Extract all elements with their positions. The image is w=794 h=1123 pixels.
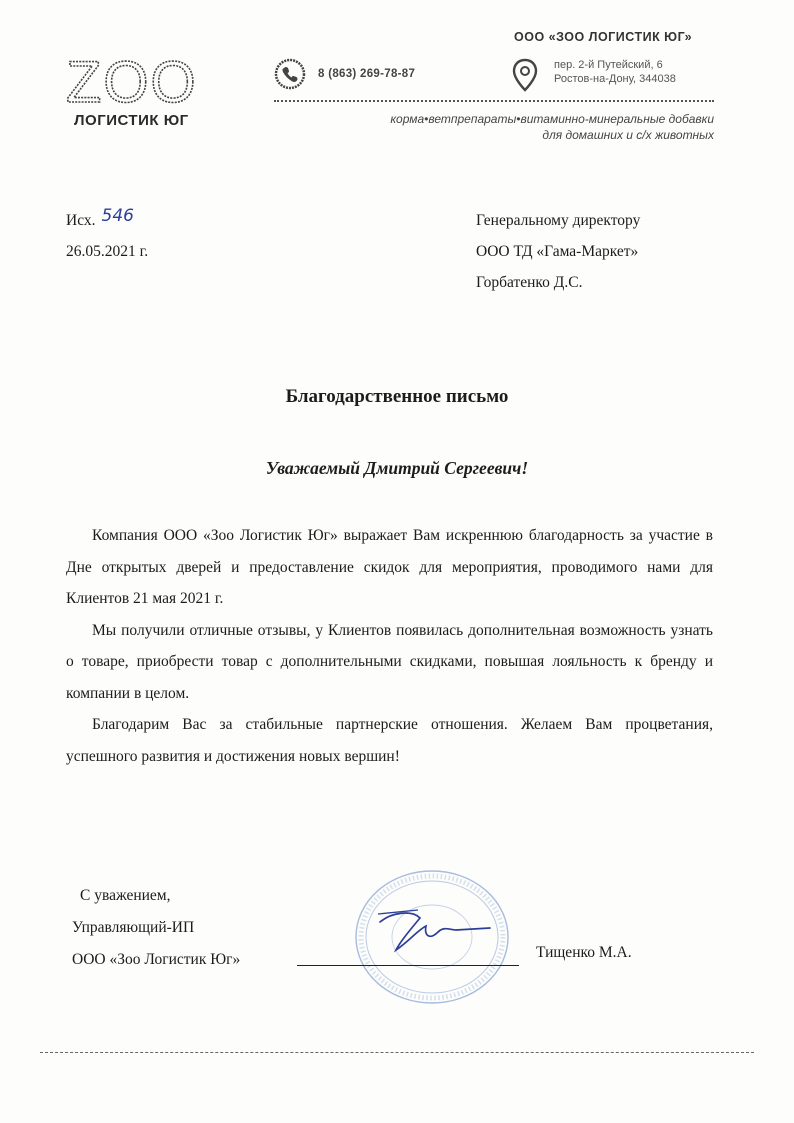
phone-icon: [274, 58, 306, 90]
outgoing-reference: [66, 205, 148, 267]
tagline-products: корма•ветпрепараты•витаминно-минеральные добавки: [390, 112, 714, 126]
addressee-name: Горбатенко Д.С.: [476, 274, 583, 291]
signature-line: [297, 965, 519, 966]
addressee-company: ООО ТД «Гама-Маркет»: [476, 243, 639, 260]
company-logo: [66, 56, 216, 129]
addressee-block: [476, 205, 640, 298]
tagline-animals: для домашних и с/х животных: [542, 128, 714, 142]
header-tagline: [274, 111, 714, 143]
closing-phrase: С уважением,: [80, 887, 171, 904]
header-company-name: ООО «ЗОО ЛОГИСТИК ЮГ»: [514, 30, 693, 44]
salutation: Уважаемый Дмитрий Сергеевич!: [265, 458, 529, 478]
signer-name: Тищенко М.А.: [536, 944, 632, 961]
body-paragraph-2: Мы получили отличные отзывы, у Клиентов появилась дополнительная возможность узнать о товаре, приобрести товар с дополнительными скидками, повышая лояльность к бренду и компании в целом.: [66, 621, 713, 702]
reference-number-handwritten: 546: [101, 206, 134, 226]
footer-divider: [40, 1052, 754, 1053]
signature-block: [72, 880, 240, 976]
address-city: Ростов-на-Дону, 344038: [554, 73, 676, 85]
signer-company: ООО «Зоо Логистик Юг»: [72, 951, 241, 968]
body-paragraph-1: Компания ООО «Зоо Логистик Юг» выражает Вам искреннюю благодарность за участие в Дне открытых дверей и предоставление скидок для мероприятия, проводимого нами для Клиентов 21 мая 2021 г.: [66, 527, 713, 607]
phone-number: 8 (863) 269-78-87: [318, 68, 416, 80]
reference-date: 26.05.2021 г.: [66, 243, 149, 260]
addressee-position: Генеральному директору: [476, 212, 641, 229]
signer-position: Управляющий-ИП: [72, 919, 195, 936]
zoo-logo-mark: [66, 56, 216, 108]
location-pin-icon: [512, 58, 538, 92]
letter-title: Благодарственное письмо: [285, 386, 509, 407]
company-address: [554, 58, 714, 86]
logo-subtitle: ЛОГИСТИК ЮГ: [74, 112, 189, 129]
handwritten-signature: [372, 900, 502, 970]
address-street: пер. 2-й Путейский, 6: [554, 59, 663, 71]
reference-number-line: [66, 205, 148, 236]
header-divider: [274, 100, 714, 102]
logo-main-text: ZOO: [66, 56, 198, 108]
reference-label: Исх.: [66, 212, 96, 229]
body-paragraph-3: Благодарим Вас за стабильные партнерские отношения. Желаем Вам процветания, успешного развития и достижения новых вершин!: [66, 716, 713, 765]
letter-body: [66, 520, 713, 772]
